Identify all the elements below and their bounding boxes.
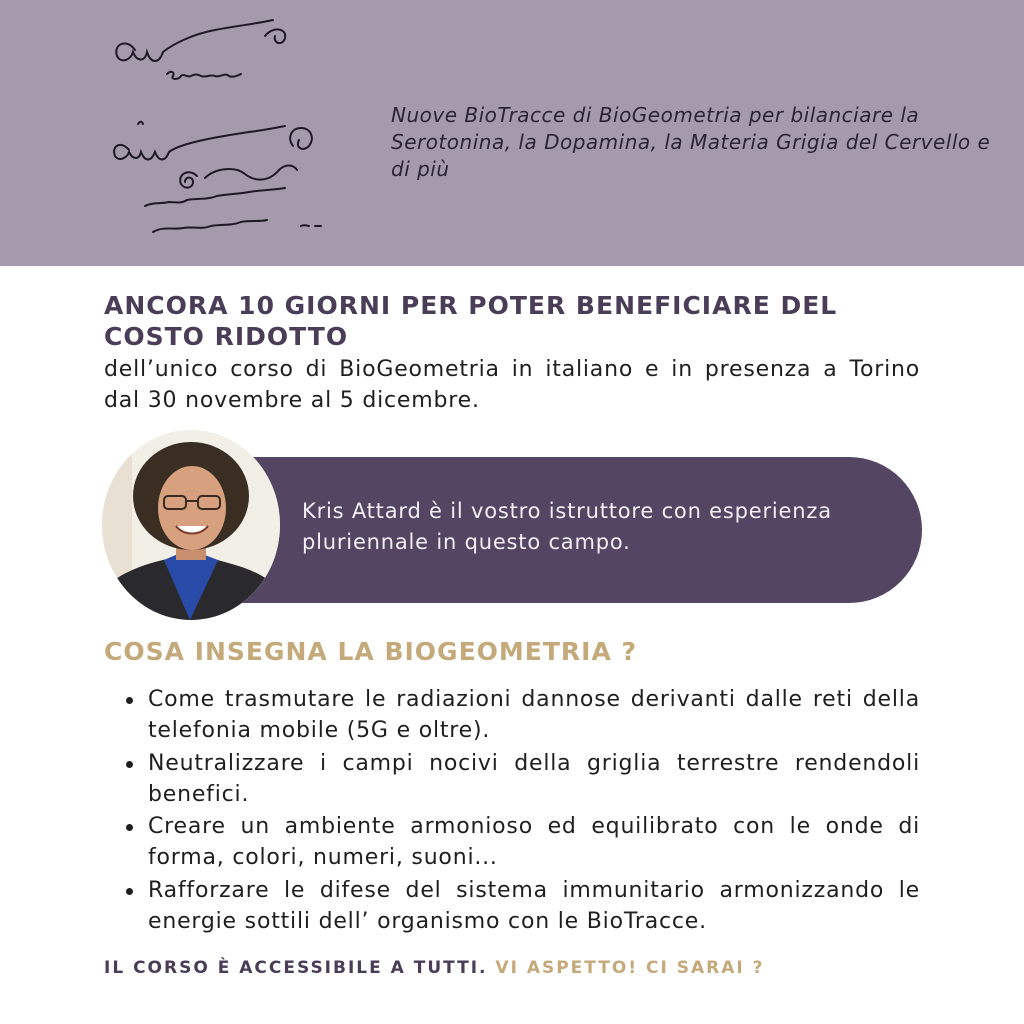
footer-line bbox=[104, 958, 764, 978]
list-item: Come trasmutare le radiazioni dannose derivanti dalle reti della telefonia mobile (5G e oltre). bbox=[120, 684, 920, 746]
biotracce-handwriting-icon bbox=[105, 8, 395, 258]
instructor-text: Kris Attard è il vostro istruttore con esperienza pluriennale in questo campo. bbox=[302, 499, 832, 554]
headline: ANCORA 10 GIORNI PER POTER BENEFICIARE DEL COSTO RIDOTTO bbox=[104, 291, 838, 351]
footer-accessible: IL CORSO È ACCESSIBILE A TUTTI. bbox=[104, 958, 488, 978]
list-item: Creare un ambiente armonioso ed equilibrato con le onde di forma, colori, numeri, suoni... bbox=[120, 811, 920, 873]
bullet-list bbox=[120, 684, 920, 938]
footer-call-to-action: VI ASPETTO! CI SARAI ? bbox=[495, 958, 765, 978]
instructor-portrait-icon bbox=[102, 430, 280, 620]
header-banner bbox=[0, 0, 1024, 266]
instructor-photo bbox=[102, 430, 280, 620]
intro-text: dell’unico corso di BioGeometria in italiano e in presenza a Torino dal 30 novembre al 5 dicembre. bbox=[104, 357, 920, 413]
list-item: Rafforzare le difese del sistema immunitario armonizzando le energie sottili dell’ organismo con le BioTracce. bbox=[120, 875, 920, 937]
header-caption: Nuove BioTracce di BioGeometria per bilanciare la Serotonina, la Dopamina, la Materia Grigia del Cervello e di più bbox=[391, 103, 991, 181]
list-item: Neutralizzare i campi nocivi della griglia terrestre rendendoli benefici. bbox=[120, 748, 920, 810]
biotracce-signature-drawing bbox=[105, 8, 395, 258]
section-title: COSA INSEGNA LA BIOGEOMETRIA ? bbox=[104, 637, 638, 666]
